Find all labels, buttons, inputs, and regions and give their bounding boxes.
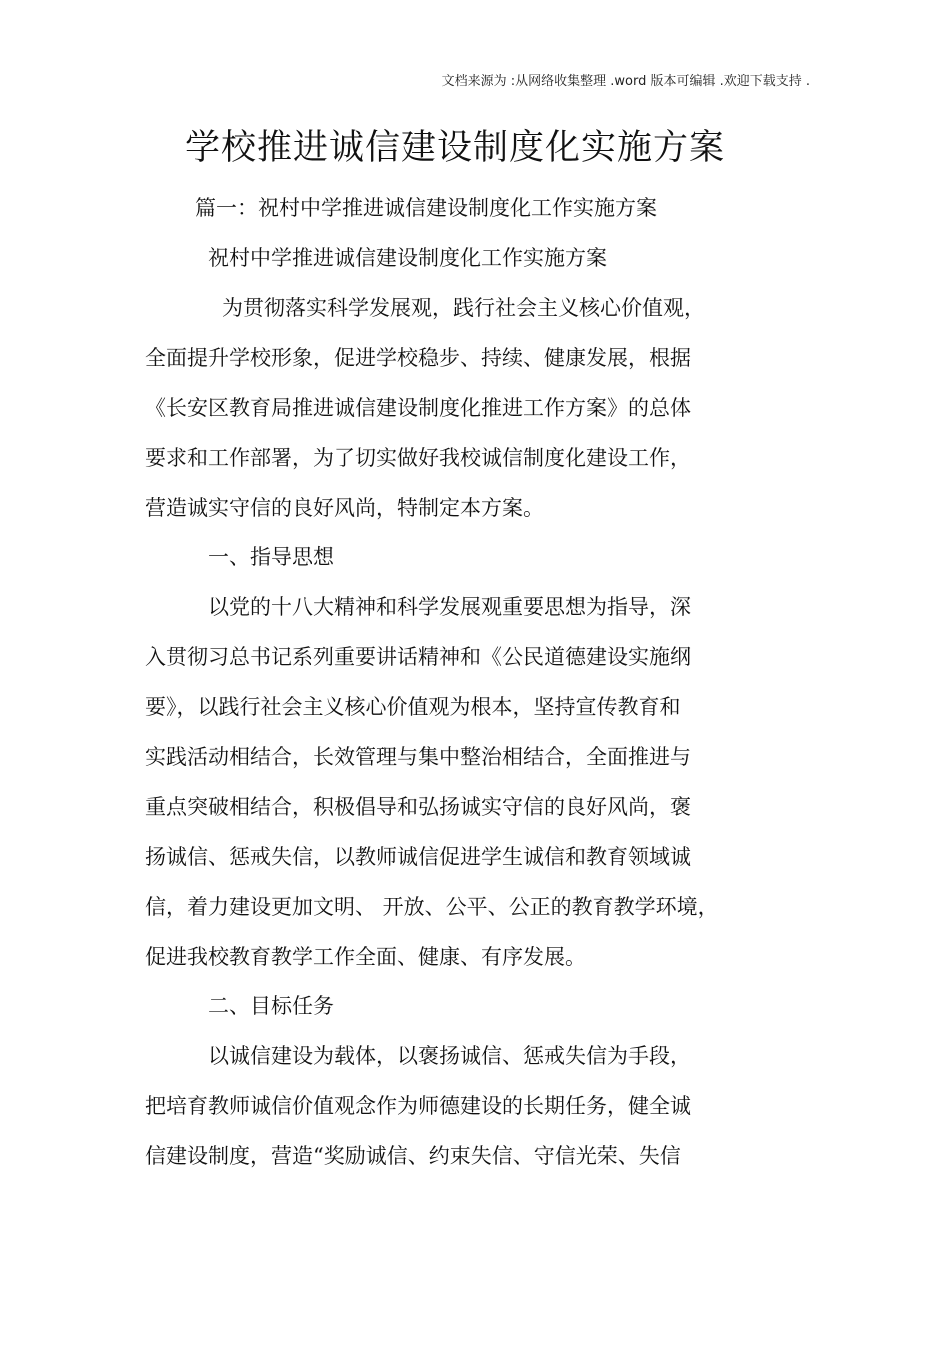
paragraph-line: 要》，以践行社会主义核心价值观为根本，坚持宣传教育和	[145, 695, 681, 719]
paragraph-line: 实践活动相结合，长效管理与集中整治相结合，全面推进与	[145, 745, 691, 769]
paragraph-line: 要求和工作部署，为了切实做好我校诚信制度化建设工作，	[145, 446, 691, 470]
header-source-note: 文档来源为 :从网络收集整理 .word 版本可编辑 .欢迎下载支持 .	[441, 74, 810, 89]
paragraph-line: 把培育教师诚信价值观念作为师德建设的长期任务，健全诚	[145, 1094, 691, 1118]
paragraph-line: 重点突破相结合，积极倡导和弘扬诚实守信的良好风尚，褒	[145, 795, 691, 819]
paragraph-line: 全面提升学校形象，促进学校稳步、持续、健康发展，根据	[145, 346, 691, 370]
paragraph-line: 以党的十八大精神和科学发展观重要思想为指导，深	[208, 595, 691, 619]
paragraph-line: 信建设制度，营造“奖励诚信、约束失信、守信光荣、失信	[145, 1144, 681, 1168]
paragraph-line: 《长安区教育局推进诚信建设制度化推进工作方案》的总体	[145, 396, 691, 420]
paragraph-line: 扬诚信、惩戒失信，以教师诚信促进学生诚信和教育领域诚	[145, 845, 691, 869]
paragraph-line: 以诚信建设为载体，以褒扬诚信、惩戒失信为手段，	[208, 1044, 691, 1068]
paragraph-line: 促进我校教育教学工作全面、健康、有序发展。	[145, 945, 586, 969]
paragraph-line: 入贯彻习总书记系列重要讲话精神和《公民道德建设实施纲	[145, 645, 691, 669]
section-heading-guiding-ideology: 一、指导思想	[208, 545, 334, 569]
paragraph-line: 营造诚实守信的良好风尚，特制定本方案。	[145, 496, 544, 520]
paragraph-line: 信，着力建设更加文明、 开放、公平、公正的教育教学环境，	[145, 895, 719, 919]
paragraph-line: 为贯彻落实科学发展观，践行社会主义核心价值观，	[222, 296, 705, 320]
section-heading-goals-tasks: 二、目标任务	[208, 994, 334, 1018]
document-title: 学校推进诚信建设制度化实施方案	[184, 128, 725, 168]
subtitle-chapter-one: 篇一：祝村中学推进诚信建设制度化工作实施方案	[195, 196, 657, 220]
subtitle-plan-name: 祝村中学推进诚信建设制度化工作实施方案	[208, 246, 607, 270]
